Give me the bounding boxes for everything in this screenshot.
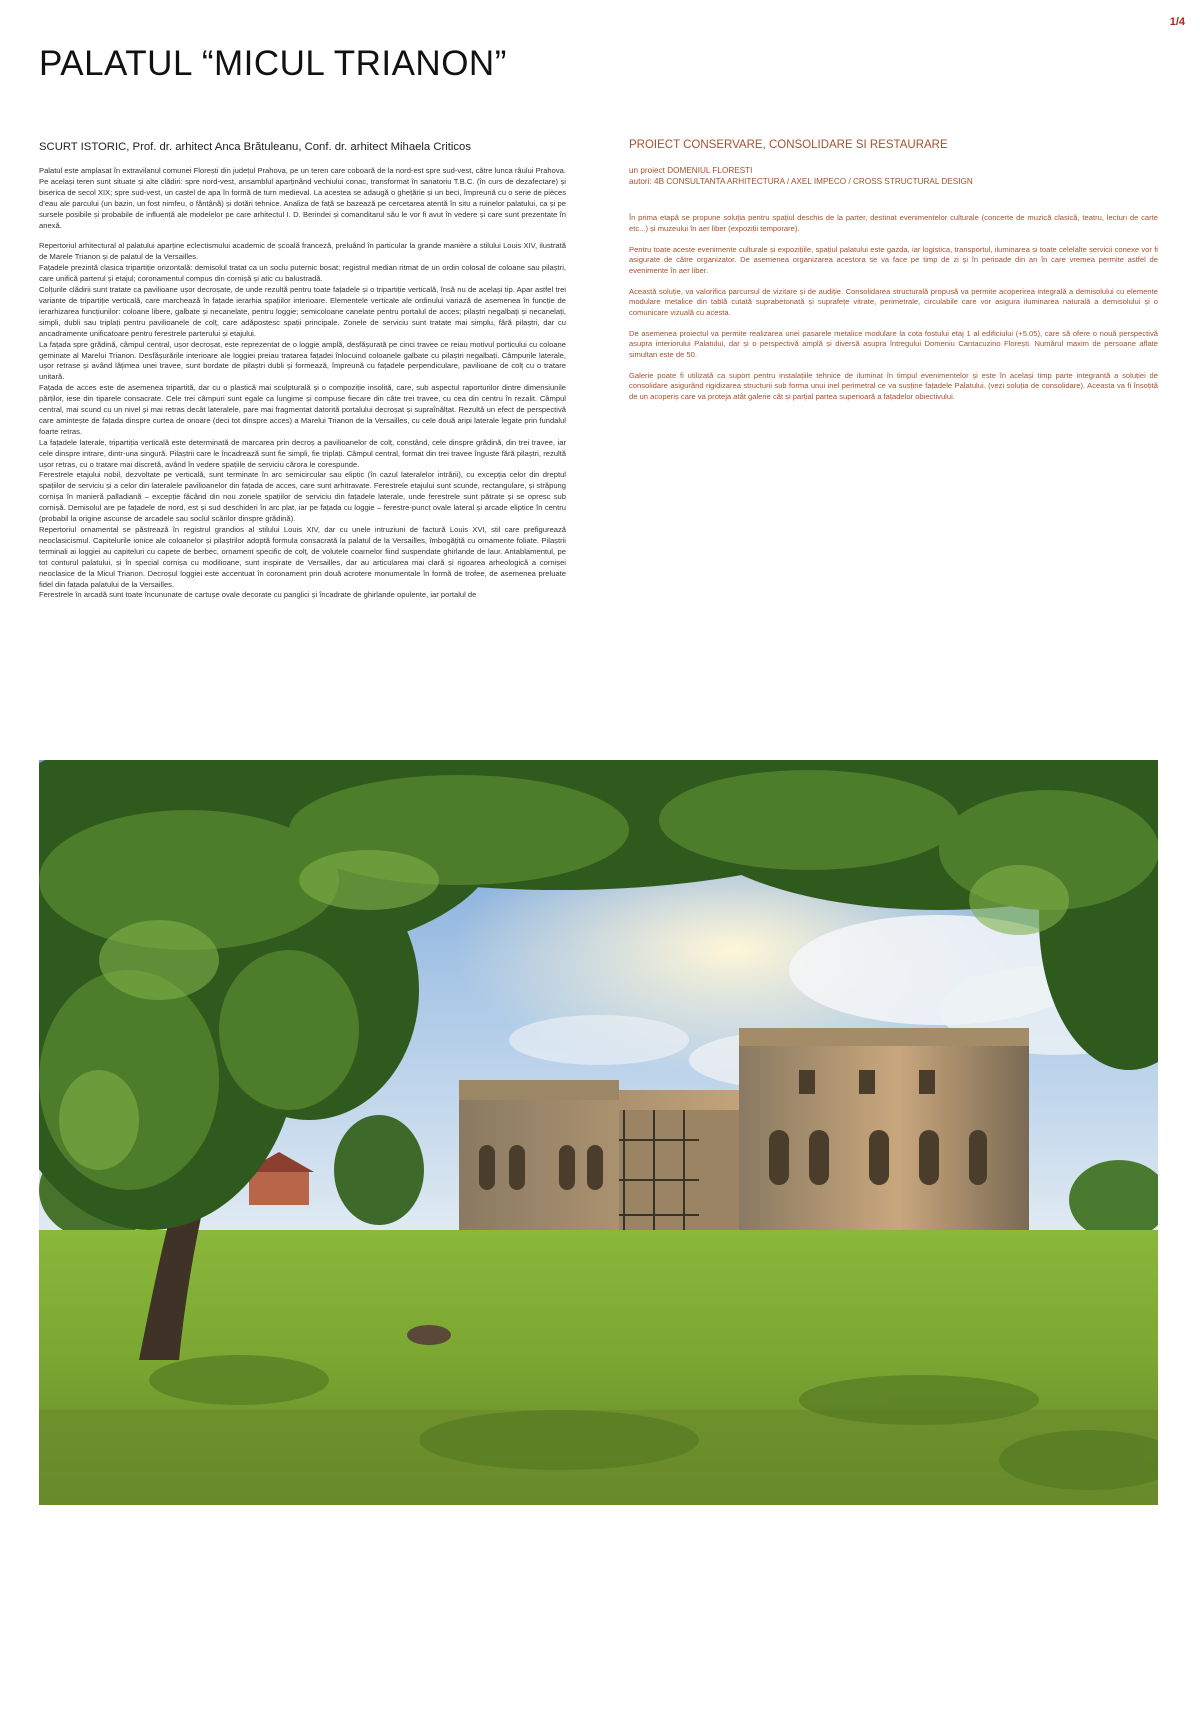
history-paragraph: La fațadele laterale, tripartiția verticală este determinată de marcarea prin decroș a pavilioanelor de colț, constând, cele dinspre grădină, din trei travee, iar cele dinspre intrare, dintr-una singură. Pilaștrii care le încadrează sunt fie simpli, fie triplați. Câmpul central, format din trei travee înguste fără pilaștri, rezultă ușor retras, cu o tratare mai discretă, având în vedere spațiile de serviciu cărora le corespunde. xyxy=(39,437,566,469)
history-paragraph: Repertoriul arhitectural al palatului aparține eclectismului academic de școală franceză, preluând în particular la grande manière a stilului Louis XIV, ilustrată de Marele Trianon și de palatul de la Versailles. xyxy=(39,241,566,262)
history-paragraph: Palatul este amplasat în extravilanul comunei Florești din județul Prahova, pe un teren care coboară de la nord-est spre sud-vest, către lunca râului Prahova. Pe același teren sunt situate și alte clădiri: spre nord-vest, ansamblul aparținând vechiului conac, transformat în sanatoriu T.B.C. (în curs de dezafectare) și biserica de secol XIX; spre sud-vest, un castel de apa în formă de turn medieval. La acestea se adaugă o ghețărie și un beci, împreună cu o serie de pièces d’eau ale parcului (un bazin, un fost nimfeu, o fântână) și dotări tehnice. Analiza de față se bazează pe cercetarea atentă în situ a ruinelor palatului, ca și pe sursele posibile și probabile de influență ale modelelor pe care arhitectul I. D. Berindei și comanditarul său le vor fi avut în vedere și care sunt prezentate în anexă. xyxy=(39,166,566,230)
history-column xyxy=(39,141,566,601)
project-body xyxy=(629,213,1158,402)
project-credits xyxy=(629,165,1158,187)
page-title: PALATUL “MICUL TRIANON” xyxy=(39,44,507,83)
history-paragraph: Fațada de acces este de asemenea tripartită, dar cu o plastică mai sculpturală și o compoziție insolită, care, sub aspectul raporturilor dintre dimensiunile părților, iese din tiparele consacrate. Cele trei câmpuri sunt egale ca lungime și compuse fiecare din câte trei travee, cu cea din centru în rezalit. Câmpul central, mai scund cu un nivel și mai retras decât lateralele, pare mai fragmentat datorită portalului decroșat și supraînălțat. Rezultă un efect de perspectivă care amintește de fațada dinspre curtea de onoare (deci tot dinspre acces) a Marelui Trianon de la Versailles, cu cele două aripi laterale legate prin fundalul foarte retras. xyxy=(39,383,566,436)
project-paragraph: De asemenea proiectul va permite realizarea unei pasarele metalice modulare la cota fostului etaj 1 al edificiului (+5.05), care să ofere o nouă perspectivă asupra interiorului Palatului, dar și o perspectivă amplă și diversă asupra întregului Domeniu Cantacuzino Florești. Numărul maxim de persoane aflate simultan este de 50. xyxy=(629,328,1158,359)
history-paragraph: La fațada spre grădină, câmpul central, ușor decroșat, este reprezentat de o loggie amplă, desfășurată pe cinci travee ce reiau motivul porticului cu coloane geminate al Marelui Trianon. Desfășurările interioare ale loggiei preiau tratarea fațadei înlocuind coloanele galbate cu pilaștri negalbați. Câmpurile laterale, ușor retrase și având lățimea unei travee, sunt bordate de pilaștri dubli și formează, împreună cu fațadele perpendiculare, pavilioane de colț cu o tratare unitară. xyxy=(39,339,566,382)
page-number: 1/4 xyxy=(1169,16,1185,28)
project-column xyxy=(629,139,1158,413)
history-body xyxy=(39,166,566,601)
history-heading: SCURT ISTORIC, Prof. dr. arhitect Anca Brătuleanu, Conf. dr. arhitect Mihaela Criticos xyxy=(39,141,471,153)
palace-ruin-photo xyxy=(39,760,1158,1505)
credit-line-authors: autori: 4B CONSULTANTA ARHITECTURA / AXEL IMPECO / CROSS STRUCTURAL DESIGN xyxy=(629,177,973,186)
history-paragraph: Ferestrele etajului nobil, dezvoltate pe verticală, sunt terminate în arc semicircular sau eliptic (în cazul lateralelor intrării), cu excepția celor din dreptul spațiilor de serviciu și a celor din lateralele pavilioanelor din fațada de acces, care sunt arhitravate. Ferestrele etajului sunt scunde, rectangulare, și străpung cornișa în manieră palladiană – excepție făcând din nou zonele spațiilor de serviciu din fațadele laterale, unde ferestrele sunt pătrate și se opresc sub cornișă. Demisolul are pe fațadele de nord, est și sud deschideri în arc plat, iar pe fațada cu loggie – ferestre-punct ovale lateral și arcade eliptice în centru (probabil la origine ascunse de arcadele sau soclul scărilor dinspre grădină). xyxy=(39,470,566,524)
history-paragraph: Colțurile clădirii sunt tratate ca pavilioane ușor decroșate, de unde rezultă pentru toate fațadele și o tripartiție verticală, însă nu de același tip. Apar astfel trei variante de tripartiție verticală, care marchează în fațade ierarhia spațiilor interioare. Elementele verticale ale ordinului variază de asemenea în funcție de ierarhizarea funcțiunilor: coloane libere, galbate și necanelate, pentru loggie; semicoloane canelate pentru portalul de acces; pilaștri negalbați și necanelați, simpli, dubli sau triplați pentru pavilioanele de colț, care adăpostesc spații principale. Zonele de serviciu sunt tratate mai simplu, fără pilaștri, dar cu ancadramente unificatoare pentru ferestrele parterului și etajului. xyxy=(39,285,566,338)
history-paragraph: Repertoriul ornamental se păstrează în registrul grandios al stilului Louis XIV, dar cu unele intruziuni de factură Louis XVI, stil care prefigurează neoclasicismul. Capitelurile ionice ale coloanelor și pilaștrilor adoptă formula consacrată la palatul de la Versailles, îmbogățită cu ornamente foliate. Pilaștrii terminali ai loggiei au capiteluri cu capete de berbec, ornament specific de colț, de volutele coarnelor fiind suspendate ghirlande de laur. Antablamentul, pe tot conturul palatului, și în special cornișa cu modilioane, sunt inspirate de Versailles, dar au articularea mai clară și rigoarea arheologică a cornișei neoclasice de la Micul Trianon. Decroșul loggiei este accentuat în coronament prin două acrotere monumentale în formă de trofee, de asemenea preluate fidel din fațada palatului de la Versailles. xyxy=(39,525,566,589)
history-paragraph: Fațadele prezintă clasica tripartiție orizontală: demisolul tratat ca un soclu puternic bosat; registrul median ritmat de un ordin colosal de coloane sau pilaștri, care unifică parterul și etajul; coronamentul compus din cornișă și atic cu balustradă. xyxy=(39,263,566,284)
project-heading: PROIECT CONSERVARE, CONSOLIDARE SI RESTAURARE xyxy=(629,139,948,151)
project-paragraph: Galerie poate fi utilizată ca suport pentru instalațiile tehnice de iluminat în timpul evenimentelor și este în același timp parte integrantă a soluției de consolidare asigurând rigidizarea structurii sub forma unui inel perimetral ce va susține fațadele Palatului. (vezi soluția de consolidare). Aceasta va fi însoțită de un acoperiș care va proteja atât galerie cât și parțial partea superioară a fațadelor obiectivului. xyxy=(629,370,1158,401)
project-paragraph: Pentru toate aceste evenimente culturale și expozițiile, spațiul palatului este gazda, iar logistica, transportul, iluminarea și toate celelalte servicii conexe vor fi asigurate de către organizator. De asemenea organizarea acestora se va face pe timp de zi și în perioade din an în care vremea permite astfel de evenimente în aer liber. xyxy=(629,244,1158,275)
history-paragraph: Ferestrele în arcadă sunt toate încununate de cartușe ovale decorate cu panglici și încadrate de ghirlande opulente, iar portalul de xyxy=(39,590,477,600)
project-paragraph: Această soluție, va valorifica parcursul de vizitare și de audiție. Consolidarea structurală propusă va permite acoperirea integrală a demisolului cu elemente modulare metalice din tablă cutată suprabetonată și suprafețe vitrate, perimetrale, circulabile care vor asigura iluminarea naturală a demisolului și o comunicare vizuală cu acesta. xyxy=(629,286,1158,317)
project-paragraph: În prima etapă se propune soluția pentru spațiul deschis de la parter, destinat evenimentelor culturale (concerte de muzică clasică, teatru, lecturi de carte etc...) și muzeului în aer liber (expoziții temporare). xyxy=(629,213,1158,233)
credit-line-project: un proiect DOMENIUL FLORESTI xyxy=(629,166,753,175)
